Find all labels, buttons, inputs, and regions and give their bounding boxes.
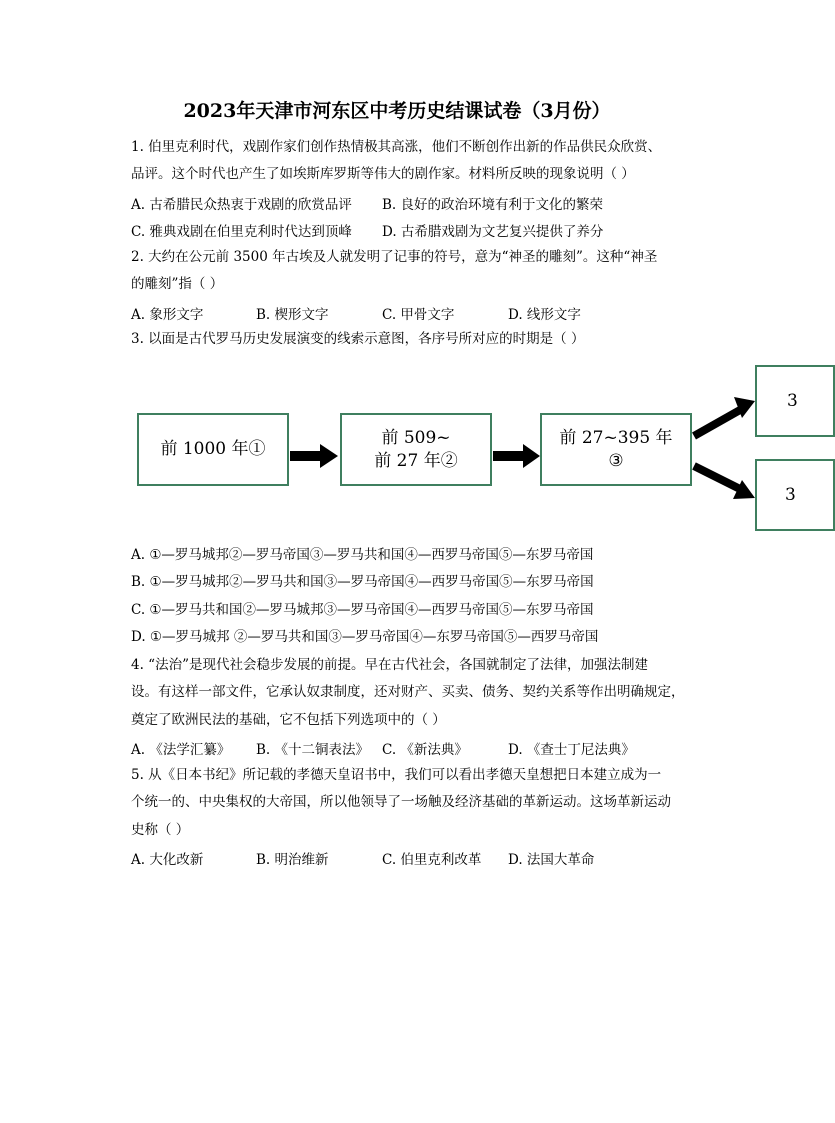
q3-option-a[interactable]: A. ①—罗马城邦②—罗马帝国③—罗马共和国④—西罗马帝国⑤—东罗马帝国 — [131, 547, 594, 563]
q5-stem-line1: 5. 从《日本书纪》所记载的孝德天皇诏书中，我们可以看出孝德天皇想把日本建立成为一 — [131, 767, 662, 783]
diagram-box-1-label: 前 1000 年① — [160, 439, 266, 459]
q5-options-row — [131, 848, 731, 866]
q4-option-a[interactable]: A. 《法学汇纂》 — [131, 742, 231, 758]
q2-stem-line1: 2. 大约在公元前 3500 年古埃及人就发明了记事的符号，意为“神圣的雕刻”。这种“神圣 — [131, 249, 658, 265]
arrow-up-right-line — [694, 410, 740, 436]
q5-stem-line3: 史称（ ） — [131, 822, 190, 838]
q3-option-d[interactable]: D. ①—罗马城邦 ②—罗马共和国③—罗马帝国④—东罗马帝国⑤—西罗马帝国 — [131, 629, 599, 645]
q5-option-a[interactable]: A. 大化改新 — [131, 852, 204, 868]
q1-option-c[interactable]: C. 雅典戏剧在伯里克利时代达到顶峰 — [131, 224, 352, 240]
q3-option-b[interactable]: B. ①—罗马城邦②—罗马共和国③—罗马帝国④—西罗马帝国⑤—东罗马帝国 — [131, 574, 594, 590]
q3-stem-line1: 3. 以面是古代罗马历史发展演变的线索示意图，各序号所对应的时期是（ ） — [131, 331, 585, 347]
q3-option-c[interactable]: C. ①—罗马共和国②—罗马城邦③—罗马帝国④—西罗马帝国⑤—东罗马帝国 — [131, 602, 594, 618]
diagram-box-2-line1: 前 509~ — [381, 427, 451, 448]
q5-option-d[interactable]: D. 法国大革命 — [508, 852, 595, 868]
q2-option-a[interactable]: A. 象形文字 — [131, 307, 204, 323]
q4-options-row — [131, 738, 731, 756]
diagram-box-3-line1: 前 27~395 年 — [559, 427, 673, 448]
q1-stem-line1: 1. 伯里克利时代，戏剧作家们创作热情极其高涨，他们不断创作出新的作品供民众欣赏、 — [131, 139, 662, 155]
q1-option-d[interactable]: D. 古希腊戏剧为文艺复兴提供了养分 — [382, 224, 604, 240]
diagram-box-3-line2: ③ — [608, 450, 624, 471]
q4-stem-line3: 奠定了欧洲民法的基础，它不包括下列选项中的（ ） — [131, 712, 446, 728]
diagram-box-4-label: 3 — [787, 390, 798, 411]
q2-option-d[interactable]: D. 线形文字 — [508, 307, 581, 323]
q5-option-c[interactable]: C. 伯里克利改革 — [382, 852, 482, 868]
q2-stem-line2: 的雕刻”指（ ） — [131, 276, 224, 292]
arrow-down-right-line — [694, 466, 740, 489]
q4-option-d[interactable]: D. 《查士丁尼法典》 — [508, 742, 635, 758]
q2-option-c[interactable]: C. 甲骨文字 — [382, 307, 455, 323]
q1-stem-line2: 品评。这个时代也产生了如埃斯库罗斯等伟大的剧作家。材料所反映的现象说明（ ） — [131, 166, 635, 182]
q4-option-c[interactable]: C. 《新法典》 — [382, 742, 468, 758]
diagram-box-2-line2: 前 27 年② — [374, 450, 458, 471]
q4-stem-line2: 设。有这样一部文件，它承认奴隶制度，还对财产、买卖、债务、契约关系等作出明确规定， — [131, 684, 685, 700]
q4-option-b[interactable]: B. 《十二铜表法》 — [256, 742, 370, 758]
q1-option-b[interactable]: B. 良好的政治环境有利于文化的繁荣 — [382, 197, 604, 213]
diagram-box-5-label: 3 — [785, 484, 796, 505]
q4-stem-line1: 4. “法治”是现代社会稳步发展的前提。早在古代社会，各国就制定了法律，加强法制建 — [131, 657, 648, 673]
q5-stem-line2: 个统一的、中央集权的大帝国，所以他领导了一场触及经济基础的革新运动。这场革新运动 — [131, 794, 671, 810]
page-title: 2023年天津市河东区中考历史结课试卷（3月份） — [183, 100, 611, 122]
q2-option-b[interactable]: B. 楔形文字 — [256, 307, 329, 323]
q5-option-b[interactable]: B. 明治维新 — [256, 852, 329, 868]
q1-option-a[interactable]: A. 古希腊民众热衷于戏剧的欣赏品评 — [131, 197, 352, 213]
arrow-right-1 — [290, 444, 338, 468]
arrow-right-2 — [493, 444, 540, 468]
